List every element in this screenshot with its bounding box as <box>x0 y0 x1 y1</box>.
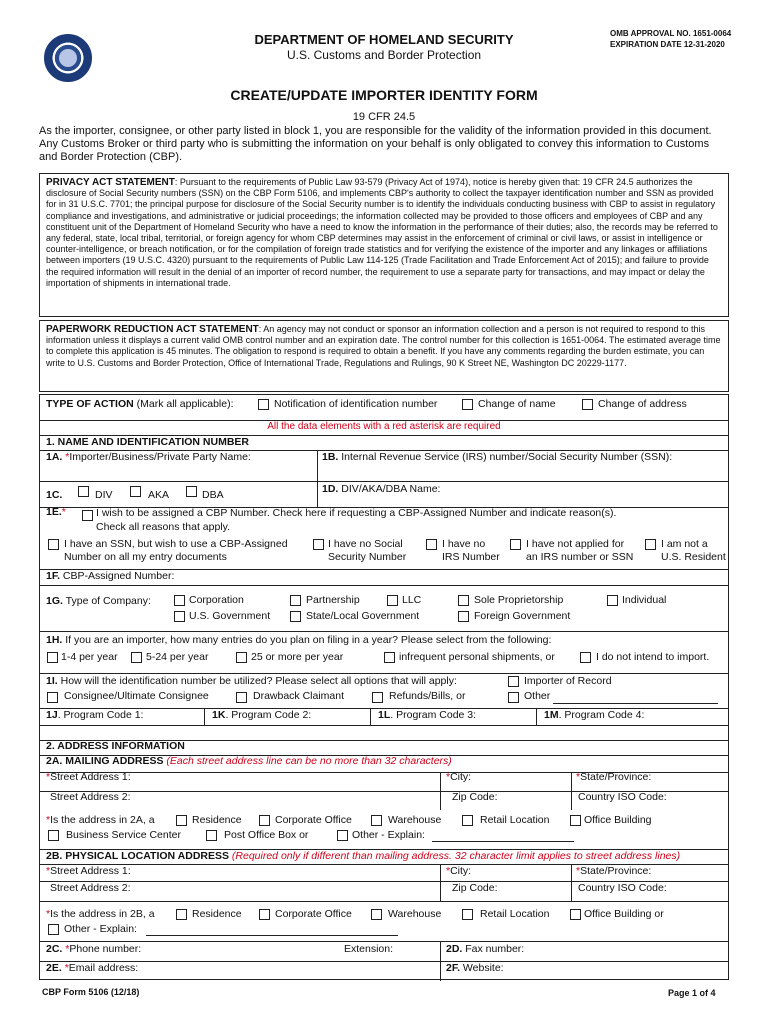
1h-5-24-checkbox[interactable] <box>131 652 142 663</box>
1e-reason-non-resident-line1: I am not a <box>661 538 708 550</box>
1e-reason-no-ssn-line1: I have no Social <box>328 538 403 550</box>
2b-retail-label: Retail Location <box>480 908 550 920</box>
action-change-name-label: Change of name <box>478 398 556 410</box>
1g-state-gov-label: State/Local Government <box>306 610 420 622</box>
1h-1-4-label: 1-4 per year <box>61 651 118 663</box>
field-2e-label: 2E. *Email address: <box>46 962 139 974</box>
1c-aka-label: AKA <box>148 489 170 501</box>
action-change-name-checkbox[interactable] <box>462 399 473 410</box>
1h-25-plus-label: 25 or more per year <box>251 651 344 663</box>
1e-reason-ssn-line2: Number on all my entry documents <box>64 551 227 563</box>
field-1k-label: 1K. Program Code 2: <box>212 709 312 721</box>
field-1l-label: 1L. Program Code 3: <box>378 709 477 721</box>
1e-line2: Check all reasons that apply. <box>96 521 231 533</box>
1e-reason-no-ssn-checkbox[interactable] <box>313 539 324 550</box>
2a-street2-label: Street Address 2: <box>50 791 131 803</box>
1e-line1: I wish to be assigned a CBP Number. Check here if requesting a CBP-Assigned Number and indicate reason(s). <box>96 507 617 519</box>
field-1m-label: 1M. Program Code 4: <box>544 709 645 721</box>
1g-llc-label: LLC <box>402 594 422 606</box>
1g-sole-prop-checkbox[interactable] <box>458 595 469 606</box>
privacy-body: : Pursuant to the requirements of Public Law 93-579 (Privacy Act of 1974), notice is hereby given that: 19 CFR 24.5 authorizes the disclosure of Social Security numbers (SSN) on the CBP Form 5106, and implements CBP's authority to collect the taxpayer identification number and SSN as provided for in 31 U.S.C. 7701; the principal purpose for disclosure of the Social Security number is to identify the individuals conducting business with CBP to assist in regulatory compliance and investigations, and administrative or judicial proceedings; the information collected may be provided to those officers and employees of CBP and any constituent unit of the Department of Homeland Security who have a need to know the information in the performance of their duties; also, the records may be referred to any federal, state, local tribal, territorial, or foreign agency for whom CBP determines may assist in the enforcement of criminal or civil laws, or assist in intelligence or counter-intelligence, or breach notification, or for the compilation of foreign trade statistics and for verifying the existence of the importer and any linkages or affiliations between importers (19 U.S.C. 4320) pursuant to the requirements of Public Law 114-125 (Trade Facilitation and Trade Enforcement Act of 2015); and failure to provide the required information will result in the denial of an importer of record number, the requirement to use a separate party for transactions, and may impact or delay the importation of shipments in international trade. <box>46 177 718 288</box>
2b-other-label: Other - Explain: <box>64 923 137 935</box>
field-1i-label: 1I. How will the identification number be utilized? Please select all options that will apply: <box>46 675 457 687</box>
1g-llc-checkbox[interactable] <box>387 595 398 606</box>
2a-other-input[interactable] <box>432 841 574 842</box>
1i-drawback-label: Drawback Claimant <box>253 690 345 702</box>
field-1j-label: 1J. Program Code 1: <box>46 709 144 721</box>
1h-no-import-checkbox[interactable] <box>580 652 591 663</box>
1c-div-label: DIV <box>95 489 113 501</box>
1i-drawback-checkbox[interactable] <box>236 692 247 703</box>
2a-other-checkbox[interactable] <box>337 830 348 841</box>
field-2d-label: 2D. Fax number: <box>446 943 525 955</box>
1e-request-cbp-number-checkbox[interactable] <box>82 510 93 521</box>
2b-country-label: Country ISO Code: <box>578 882 667 894</box>
type-of-action-label: TYPE OF ACTION (Mark all applicable): <box>46 398 234 410</box>
1c-aka-checkbox[interactable] <box>130 486 141 497</box>
1e-reason-not-applied-line2: an IRS number or SSN <box>526 551 634 563</box>
1g-corporation-label: Corporation <box>189 594 244 606</box>
1g-us-gov-checkbox[interactable] <box>174 611 185 622</box>
1g-partnership-checkbox[interactable] <box>290 595 301 606</box>
1i-other-checkbox[interactable] <box>508 692 519 703</box>
paperwork-lead: PAPERWORK REDUCTION ACT STATEMENT <box>46 324 259 335</box>
privacy-lead: PRIVACY ACT STATEMENT <box>46 177 175 188</box>
2a-corporate-checkbox[interactable] <box>259 815 270 826</box>
1i-importer-of-record-label: Importer of Record <box>524 675 612 687</box>
2b-office-label: Office Building or <box>584 908 664 920</box>
agency-name: U.S. Customs and Border Protection <box>286 48 482 62</box>
action-notification-label: Notification of identification number <box>274 398 438 410</box>
2b-warehouse-checkbox[interactable] <box>371 909 382 920</box>
field-1h-label: 1H. If you are an importer, how many entries do you plan on filing in a year? Please select from the following: <box>46 634 552 646</box>
1g-us-gov-label: U.S. Government <box>189 610 271 622</box>
omb-approval: OMB APPROVAL NO. 1651-0064 <box>610 29 732 38</box>
omb-info <box>610 28 731 50</box>
action-notification-checkbox[interactable] <box>258 399 269 410</box>
2b-retail-checkbox[interactable] <box>462 909 473 920</box>
2b-residence-checkbox[interactable] <box>176 909 187 920</box>
2a-pobox-checkbox[interactable] <box>206 830 217 841</box>
1e-reason-no-ssn-line2: Security Number <box>328 551 407 563</box>
department-name: DEPARTMENT OF HOMELAND SECURITY <box>254 32 514 47</box>
1e-reason-not-applied-line1: I have not applied for <box>526 538 625 550</box>
field-1g-label: 1G. Type of Company: <box>46 595 151 607</box>
field-1d-label: 1D. DIV/AKA/DBA Name: <box>322 483 441 495</box>
1g-partnership-label: Partnership <box>306 594 360 606</box>
2a-pobox-label: Post Office Box or <box>224 829 309 841</box>
2a-office-checkbox[interactable] <box>570 815 581 826</box>
1c-dba-checkbox[interactable] <box>186 486 197 497</box>
1e-reason-ssn-checkbox[interactable] <box>48 539 59 550</box>
page-number: Page 1 of 4 <box>668 988 716 998</box>
field-1f-label: 1F. CBP-Assigned Number: <box>46 570 175 582</box>
field-1e-label: 1E.* <box>46 506 66 518</box>
action-change-address-checkbox[interactable] <box>582 399 593 410</box>
1g-sole-prop-label: Sole Proprietorship <box>474 594 564 606</box>
2b-corporate-checkbox[interactable] <box>259 909 270 920</box>
form-title: CREATE/UPDATE IMPORTER IDENTITY FORM <box>230 87 538 103</box>
action-change-address-label: Change of address <box>598 398 687 410</box>
2b-street1-label: *Street Address 1: <box>46 865 131 877</box>
2b-corporate-label: Corporate Office <box>275 908 352 920</box>
2b-street2-label: Street Address 2: <box>50 882 131 894</box>
2a-city-label: *City: <box>446 771 472 783</box>
cfr-reference: 19 CFR 24.5 <box>352 111 416 123</box>
1i-refunds-checkbox[interactable] <box>372 692 383 703</box>
2a-bsc-checkbox[interactable] <box>48 830 59 841</box>
2a-street1-label: *Street Address 1: <box>46 771 131 783</box>
2a-other-label: Other - Explain: <box>352 829 425 841</box>
2a-zip-label: Zip Code: <box>452 791 498 803</box>
1g-individual-label: Individual <box>622 594 667 606</box>
section-2a-heading: 2A. MAILING ADDRESS (Each street address line can be no more than 32 characters) <box>46 755 452 767</box>
1h-25-plus-checkbox[interactable] <box>236 652 247 663</box>
2a-warehouse-checkbox[interactable] <box>371 815 382 826</box>
1c-div-checkbox[interactable] <box>78 486 89 497</box>
1i-consignee-checkbox[interactable] <box>47 692 58 703</box>
2a-state-label: *State/Province: <box>576 771 652 783</box>
2a-residence-checkbox[interactable] <box>176 815 187 826</box>
2b-warehouse-label: Warehouse <box>388 908 442 920</box>
2b-office-checkbox[interactable] <box>570 909 581 920</box>
1i-importer-of-record-checkbox[interactable] <box>508 676 519 687</box>
intro-text: As the importer, consignee, or other party listed in block 1, you are responsible for the validity of the information provided in this document. Any Customs Broker or third party who is submitting the information on your behalf is only obligated to convey this information to Customs and Border Protection (CBP). <box>39 125 712 163</box>
field-1a-label: 1A. *Importer/Business/Private Party Name: <box>46 451 251 463</box>
2b-other-input[interactable] <box>146 935 398 936</box>
field-1c-label: 1C. <box>46 489 63 501</box>
1e-reason-no-irs-line2: IRS Number <box>442 551 500 563</box>
1e-reason-non-resident-line2: U.S. Resident <box>661 551 726 563</box>
2b-residence-label: Residence <box>192 908 242 920</box>
2b-address-type-label: *Is the address in 2B, a <box>46 908 155 920</box>
1e-reason-no-irs-checkbox[interactable] <box>426 539 437 550</box>
1c-dba-label: DBA <box>202 489 224 501</box>
1e-reason-no-irs-line1: I have no <box>442 538 486 550</box>
2a-address-type-label: *Is the address in 2A, a <box>46 814 155 826</box>
1e-reason-ssn-line1: I have an SSN, but wish to use a CBP-Assigned <box>64 538 288 550</box>
2a-bsc-label: Business Service Center <box>66 829 181 841</box>
2b-zip-label: Zip Code: <box>452 882 498 894</box>
1g-individual-checkbox[interactable] <box>607 595 618 606</box>
2b-state-label: *State/Province: <box>576 865 652 877</box>
field-2f-label: 2F. Website: <box>446 962 504 974</box>
section-2b-heading: 2B. PHYSICAL LOCATION ADDRESS (Required only if different than mailing address. 32 character limit applies to street address lines) <box>46 850 681 862</box>
1i-refunds-label: Refunds/Bills, or <box>389 690 466 702</box>
1i-other-label: Other <box>524 690 551 702</box>
paperwork-body: : An agency may not conduct or sponsor an information collection and a person is not required to respond to this information unless it displays a current valid OMB control number and an expiration date. The control number for this collection is 1651-0064. The estimated average time to complete this application is 45 minutes. The obligation to respond is required to obtain a benefit. If you have any comments regarding the burden estimate, you can write to U.S. Customs and Border Protection, Office of International Trade, Regulations and Rulings, 90 K Street NE, Washington DC 20229-1177. <box>46 324 721 368</box>
2a-office-label: Office Building <box>584 814 652 826</box>
2a-corporate-label: Corporate Office <box>275 814 352 826</box>
1i-consignee-label: Consignee/Ultimate Consignee <box>64 690 209 702</box>
section-2-heading: 2. ADDRESS INFORMATION <box>46 740 185 752</box>
1g-foreign-gov-checkbox[interactable] <box>458 611 469 622</box>
2a-retail-label: Retail Location <box>480 814 550 826</box>
1e-reason-not-applied-checkbox[interactable] <box>510 539 521 550</box>
1e-reason-non-resident-checkbox[interactable] <box>645 539 656 550</box>
1i-other-input[interactable] <box>553 703 718 704</box>
privacy-act-box <box>39 173 729 317</box>
field-2c-label: 2C. *Phone number: <box>46 943 142 955</box>
1h-5-24-label: 5-24 per year <box>146 651 209 663</box>
required-note: All the data elements with a red asterisk are required <box>267 421 501 432</box>
field-1b-label: 1B. Internal Revenue Service (IRS) number/Social Security Number (SSN): <box>322 451 673 463</box>
2b-city-label: *City: <box>446 865 472 877</box>
2a-country-label: Country ISO Code: <box>578 791 667 803</box>
2a-warehouse-label: Warehouse <box>388 814 442 826</box>
2a-retail-checkbox[interactable] <box>462 815 473 826</box>
form-number: CBP Form 5106 (12/18) <box>42 987 140 997</box>
section-1-heading: 1. NAME AND IDENTIFICATION NUMBER <box>46 436 249 448</box>
1h-no-import-label: I do not intend to import. <box>596 651 710 663</box>
expiration-date: EXPIRATION DATE 12-31-2020 <box>610 40 725 49</box>
1h-infrequent-label: infrequent personal shipments, or <box>399 651 555 663</box>
2a-residence-label: Residence <box>192 814 242 826</box>
2b-other-checkbox[interactable] <box>48 924 59 935</box>
field-2c-extension-label: Extension: <box>344 943 394 955</box>
1g-foreign-gov-label: Foreign Government <box>474 610 571 622</box>
1h-1-4-checkbox[interactable] <box>47 652 58 663</box>
1g-state-gov-checkbox[interactable] <box>290 611 301 622</box>
1g-corporation-checkbox[interactable] <box>174 595 185 606</box>
paperwork-act-box <box>39 320 729 392</box>
1h-infrequent-checkbox[interactable] <box>384 652 395 663</box>
